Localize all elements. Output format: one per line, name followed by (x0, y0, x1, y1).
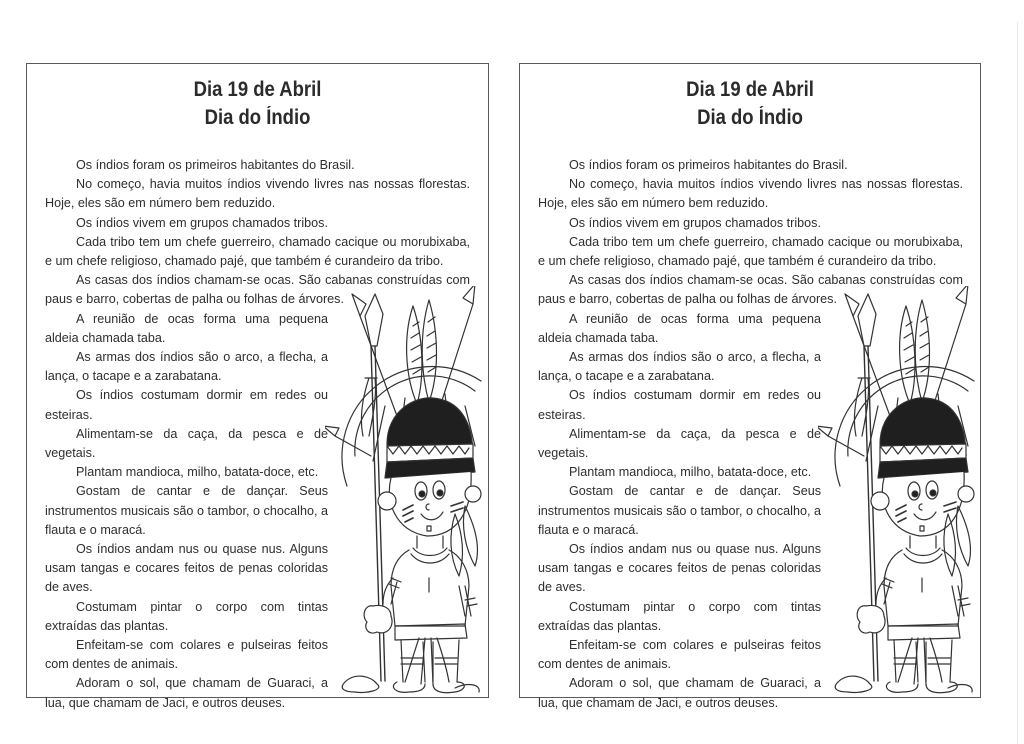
paragraph: As casas dos índios chamam-se ocas. São cabanas construídas com paus e barro, cobertas de palha ou folhas de árvores. (45, 273, 470, 307)
paragraph: No começo, havia muitos índios vivendo livres nas nossas florestas. Hoje, eles são em número bem reduzido. (45, 177, 470, 211)
paragraph: Plantam mandioca, milho, batata-doce, etc. (569, 465, 812, 480)
paragraph: Costumam pintar o corpo com tintas extraídas das plantas. (45, 599, 328, 633)
paragraph: Enfeitam-se com colares e pulseiras feitos com dentes de animais. (45, 638, 328, 672)
paragraph: Os índios foram os primeiros habitantes do Brasil. (76, 158, 355, 172)
title-date: Dia 19 de Abril (193, 78, 322, 101)
paragraph: A reunião de ocas forma uma pequena aldeia chamada taba. (45, 311, 328, 345)
paragraph: Os índios foram os primeiros habitantes do Brasil. (569, 158, 848, 172)
worksheet-panel-left (26, 63, 489, 710)
title-subject: Dia do Índio (697, 106, 803, 129)
paragraph: Plantam mandioca, milho, batata-doce, etc. (76, 465, 319, 480)
paragraph: Adoram o sol, que chamam de Guaraci, a lua, que chamam de Jaci, e outros deuses. (45, 676, 328, 710)
paragraph: Adoram o sol, que chamam de Guaraci, a lua, que chamam de Jaci, e outros deuses. (538, 676, 821, 710)
paragraph: Costumam pintar o corpo com tintas extraídas das plantas. (538, 599, 821, 633)
title-subject: Dia do Índio (204, 106, 311, 129)
paragraph: A reunião de ocas forma uma pequena aldeia chamada taba. (538, 311, 821, 345)
paragraph: No começo, havia muitos índios vivendo livres nas nossas florestas. Hoje, eles são em número bem reduzido. (538, 177, 963, 211)
paragraph: Cada tribo tem um chefe guerreiro, chamado cacique ou morubixaba, e um chefe religioso, chamado pajé, que também é curandeiro da tribo. (45, 234, 470, 269)
worksheet-panel-right (519, 63, 981, 710)
paragraph: Os índios costumam dormir em redes ou esteiras. (538, 388, 821, 422)
paragraph: Alimentam-se da caça, da pesca e de vegetais. (45, 426, 328, 461)
paragraph: Os índios vivem em grupos chamados tribos. (569, 215, 821, 230)
scan-edge (1017, 22, 1018, 744)
title-date: Dia 19 de Abril (686, 78, 814, 101)
paragraph: Cada tribo tem um chefe guerreiro, chamado cacique ou morubixaba, e um chefe religioso, chamado pajé, que também é curandeiro da tribo. (538, 234, 963, 269)
paragraph: Os índios andam nus ou quase nus. Alguns usam tangas e cocares feitos de penas coloridas de aves. (45, 542, 328, 595)
paragraph: Os índios andam nus ou quase nus. Alguns usam tangas e cocares feitos de penas coloridas de aves. (538, 542, 821, 595)
paragraph: Os índios costumam dormir em redes ou esteiras. (45, 388, 328, 422)
paragraph: As armas dos índios são o arco, a flecha, a lança, o tacape e a zarabatana. (538, 350, 821, 384)
paragraph: Os índios vivem em grupos chamados tribos. (76, 215, 328, 230)
indigenous-boy-illustration (325, 286, 483, 696)
paragraph: As casas dos índios chamam-se ocas. São cabanas construídas com paus e barro, cobertas de palha ou folhas de árvores. (538, 273, 963, 307)
paragraph: Gostam de cantar e de dançar. Seus instrumentos musicais são o tambor, o chocalho, a flauta e o maracá. (538, 484, 821, 537)
paragraph: Enfeitam-se com colares e pulseiras feitos com dentes de animais. (538, 638, 821, 672)
paragraph: Gostam de cantar e de dançar. Seus instrumentos musicais são o tambor, o chocalho, a flauta e o maracá. (45, 484, 328, 537)
paragraph: As armas dos índios são o arco, a flecha, a lança, o tacape e a zarabatana. (45, 350, 328, 384)
indigenous-boy-illustration (818, 286, 976, 696)
paragraph: Alimentam-se da caça, da pesca e de vegetais. (538, 426, 821, 461)
